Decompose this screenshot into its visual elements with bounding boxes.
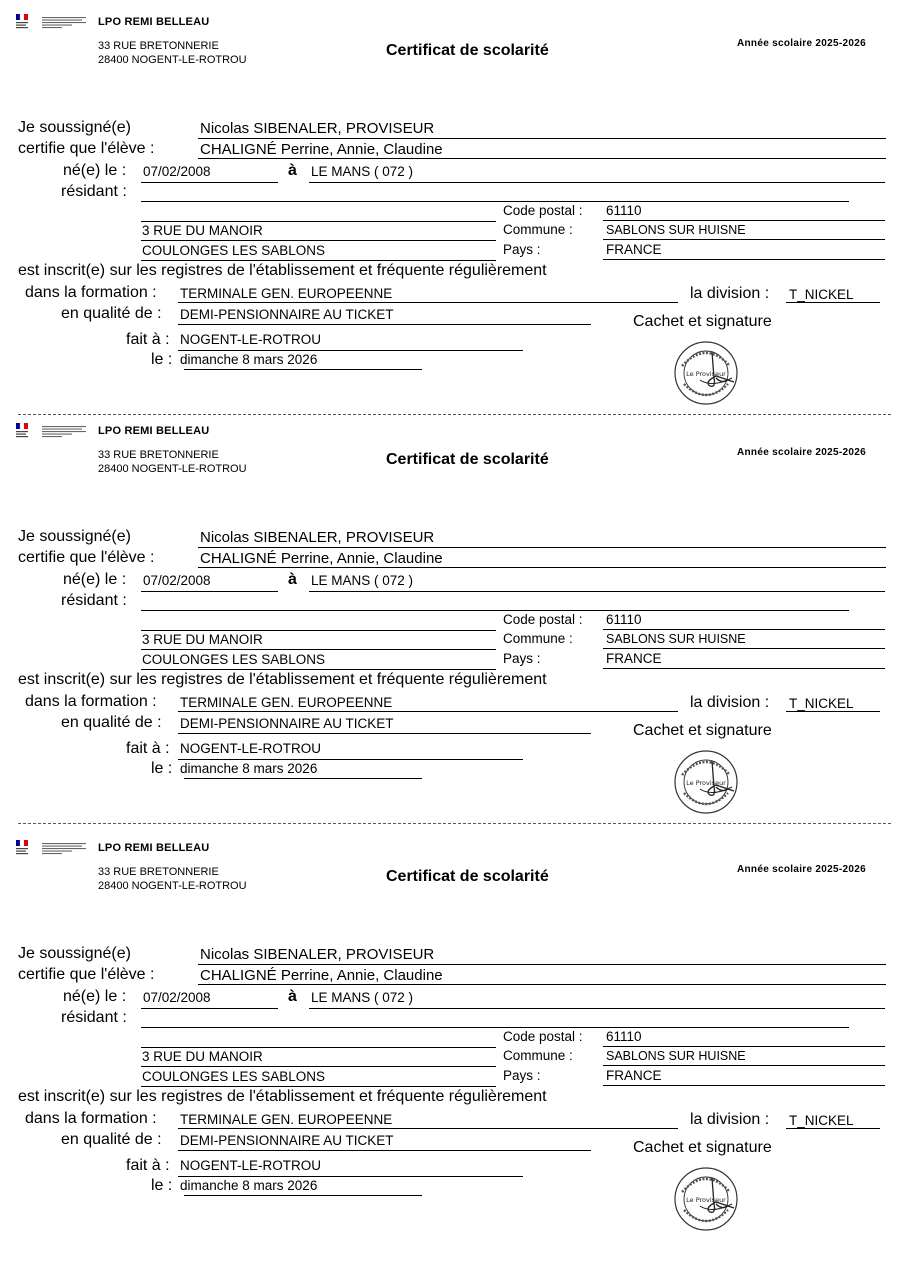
made-at-label: fait à : xyxy=(126,740,170,757)
school-name: LPO REMI BELLEAU xyxy=(98,16,210,28)
date-label: le : xyxy=(151,760,173,777)
certifies-label: certifie que l'élève : xyxy=(18,966,155,983)
signature-label: Cachet et signature xyxy=(633,722,772,739)
student-value: CHALIGNÉ Perrine, Annie, Claudine xyxy=(200,550,443,567)
at-label: à xyxy=(288,571,297,588)
training-label: dans la formation : xyxy=(25,284,157,301)
official-stamp-icon xyxy=(672,747,742,817)
school-address-line1: 33 RUE BRETONNERIE xyxy=(98,866,219,878)
commune-value: SABLONS SUR HUISNE xyxy=(606,223,746,237)
made-at-value: NOGENT-LE-ROTROU xyxy=(180,1158,322,1173)
enrolled-statement: est inscrit(e) sur les registres de l'établissement et fréquente régulièrement xyxy=(18,671,547,688)
country-value: FRANCE xyxy=(606,242,662,257)
street-value: 3 RUE DU MANOIR xyxy=(142,1049,263,1064)
at-label: à xyxy=(288,162,297,179)
svg-text:Le Proviseur: Le Proviseur xyxy=(686,1196,726,1204)
status-label: en qualité de : xyxy=(61,305,162,322)
status-value: DEMI-PENSIONNAIRE AU TICKET xyxy=(180,716,394,731)
enrolled-statement: est inscrit(e) sur les registres de l'établissement et fréquente régulièrement xyxy=(18,262,547,279)
certificate-copy xyxy=(0,0,909,410)
certificate-copy xyxy=(0,826,909,1236)
country-value: FRANCE xyxy=(606,651,662,666)
signatory-value: Nicolas SIBENALER, PROVISEUR xyxy=(200,120,435,137)
division-value: T_NICKEL xyxy=(789,1113,854,1128)
date-label: le : xyxy=(151,1177,173,1194)
made-at-value: NOGENT-LE-ROTROU xyxy=(180,332,322,347)
division-value: T_NICKEL xyxy=(789,287,854,302)
commune-label: Commune : xyxy=(503,631,573,646)
made-at-label: fait à : xyxy=(126,331,170,348)
division-label: la division : xyxy=(690,285,770,302)
postal-code-value: 61110 xyxy=(606,203,642,218)
school-address-line2: 28400 NOGENT-LE-ROTROU xyxy=(98,54,247,66)
document-title: Certificat de scolarité xyxy=(386,868,549,885)
school-name: LPO REMI BELLEAU xyxy=(98,425,210,437)
school-address-line2: 28400 NOGENT-LE-ROTROU xyxy=(98,880,247,892)
birth-date-value: 07/02/2008 xyxy=(143,164,211,179)
school-year: Année scolaire 2025-2026 xyxy=(737,864,866,875)
date-value: dimanche 8 mars 2026 xyxy=(180,352,318,367)
date-value: dimanche 8 mars 2026 xyxy=(180,761,318,776)
svg-text:Le Proviseur: Le Proviseur xyxy=(686,370,726,378)
date-label: le : xyxy=(151,351,173,368)
division-label: la division : xyxy=(690,694,770,711)
training-value: TERMINALE GEN. EUROPEENNE xyxy=(180,286,393,301)
birth-place-value: LE MANS ( 072 ) xyxy=(311,573,414,588)
svg-text:Le Proviseur: Le Proviseur xyxy=(686,779,726,787)
postal-code-label: Code postal : xyxy=(503,1029,583,1044)
country-label: Pays : xyxy=(503,651,541,666)
official-stamp-icon xyxy=(672,338,742,408)
document-title: Certificat de scolarité xyxy=(386,42,549,59)
student-value: CHALIGNÉ Perrine, Annie, Claudine xyxy=(200,967,443,984)
resident-label: résidant : xyxy=(61,592,127,609)
certifies-label: certifie que l'élève : xyxy=(18,140,155,157)
city-value: COULONGES LES SABLONS xyxy=(142,652,326,667)
status-label: en qualité de : xyxy=(61,714,162,731)
training-label: dans la formation : xyxy=(25,693,157,710)
cut-line-separator xyxy=(18,823,891,824)
made-at-label: fait à : xyxy=(126,1157,170,1174)
signature-label: Cachet et signature xyxy=(633,1139,772,1156)
signatory-value: Nicolas SIBENALER, PROVISEUR xyxy=(200,946,435,963)
commune-label: Commune : xyxy=(503,1048,573,1063)
training-value: TERMINALE GEN. EUROPEENNE xyxy=(180,1112,393,1127)
status-value: DEMI-PENSIONNAIRE AU TICKET xyxy=(180,307,394,322)
training-value: TERMINALE GEN. EUROPEENNE xyxy=(180,695,393,710)
school-address-line1: 33 RUE BRETONNERIE xyxy=(98,449,219,461)
school-address-line1: 33 RUE BRETONNERIE xyxy=(98,40,219,52)
born-on-label: né(e) le : xyxy=(63,988,127,1005)
official-stamp-icon xyxy=(672,1164,742,1234)
school-name: LPO REMI BELLEAU xyxy=(98,842,210,854)
birth-date-value: 07/02/2008 xyxy=(143,990,211,1005)
school-year: Année scolaire 2025-2026 xyxy=(737,447,866,458)
resident-label: résidant : xyxy=(61,1009,127,1026)
resident-label: résidant : xyxy=(61,183,127,200)
undersigned-label: Je soussigné(e) xyxy=(18,528,131,545)
country-value: FRANCE xyxy=(606,1068,662,1083)
commune-value: SABLONS SUR HUISNE xyxy=(606,1049,746,1063)
enrolled-statement: est inscrit(e) sur les registres de l'établissement et fréquente régulièrement xyxy=(18,1088,547,1105)
postal-code-label: Code postal : xyxy=(503,203,583,218)
document-title: Certificat de scolarité xyxy=(386,451,549,468)
republique-logo-icon xyxy=(16,14,88,32)
signature-label: Cachet et signature xyxy=(633,313,772,330)
status-label: en qualité de : xyxy=(61,1131,162,1148)
postal-code-value: 61110 xyxy=(606,612,642,627)
street-value: 3 RUE DU MANOIR xyxy=(142,223,263,238)
birth-place-value: LE MANS ( 072 ) xyxy=(311,164,414,179)
commune-label: Commune : xyxy=(503,222,573,237)
school-address-line2: 28400 NOGENT-LE-ROTROU xyxy=(98,463,247,475)
postal-code-value: 61110 xyxy=(606,1029,642,1044)
signatory-value: Nicolas SIBENALER, PROVISEUR xyxy=(200,529,435,546)
undersigned-label: Je soussigné(e) xyxy=(18,945,131,962)
born-on-label: né(e) le : xyxy=(63,571,127,588)
postal-code-label: Code postal : xyxy=(503,612,583,627)
certifies-label: certifie que l'élève : xyxy=(18,549,155,566)
country-label: Pays : xyxy=(503,1068,541,1083)
birth-date-value: 07/02/2008 xyxy=(143,573,211,588)
city-value: COULONGES LES SABLONS xyxy=(142,1069,326,1084)
birth-place-value: LE MANS ( 072 ) xyxy=(311,990,414,1005)
student-value: CHALIGNÉ Perrine, Annie, Claudine xyxy=(200,141,443,158)
school-year: Année scolaire 2025-2026 xyxy=(737,38,866,49)
division-label: la division : xyxy=(690,1111,770,1128)
commune-value: SABLONS SUR HUISNE xyxy=(606,632,746,646)
born-on-label: né(e) le : xyxy=(63,162,127,179)
certificate-copy xyxy=(0,409,909,819)
country-label: Pays : xyxy=(503,242,541,257)
date-value: dimanche 8 mars 2026 xyxy=(180,1178,318,1193)
division-value: T_NICKEL xyxy=(789,696,854,711)
status-value: DEMI-PENSIONNAIRE AU TICKET xyxy=(180,1133,394,1148)
street-value: 3 RUE DU MANOIR xyxy=(142,632,263,647)
training-label: dans la formation : xyxy=(25,1110,157,1127)
undersigned-label: Je soussigné(e) xyxy=(18,119,131,136)
made-at-value: NOGENT-LE-ROTROU xyxy=(180,741,322,756)
city-value: COULONGES LES SABLONS xyxy=(142,243,326,258)
republique-logo-icon xyxy=(16,423,88,441)
at-label: à xyxy=(288,988,297,1005)
republique-logo-icon xyxy=(16,840,88,858)
